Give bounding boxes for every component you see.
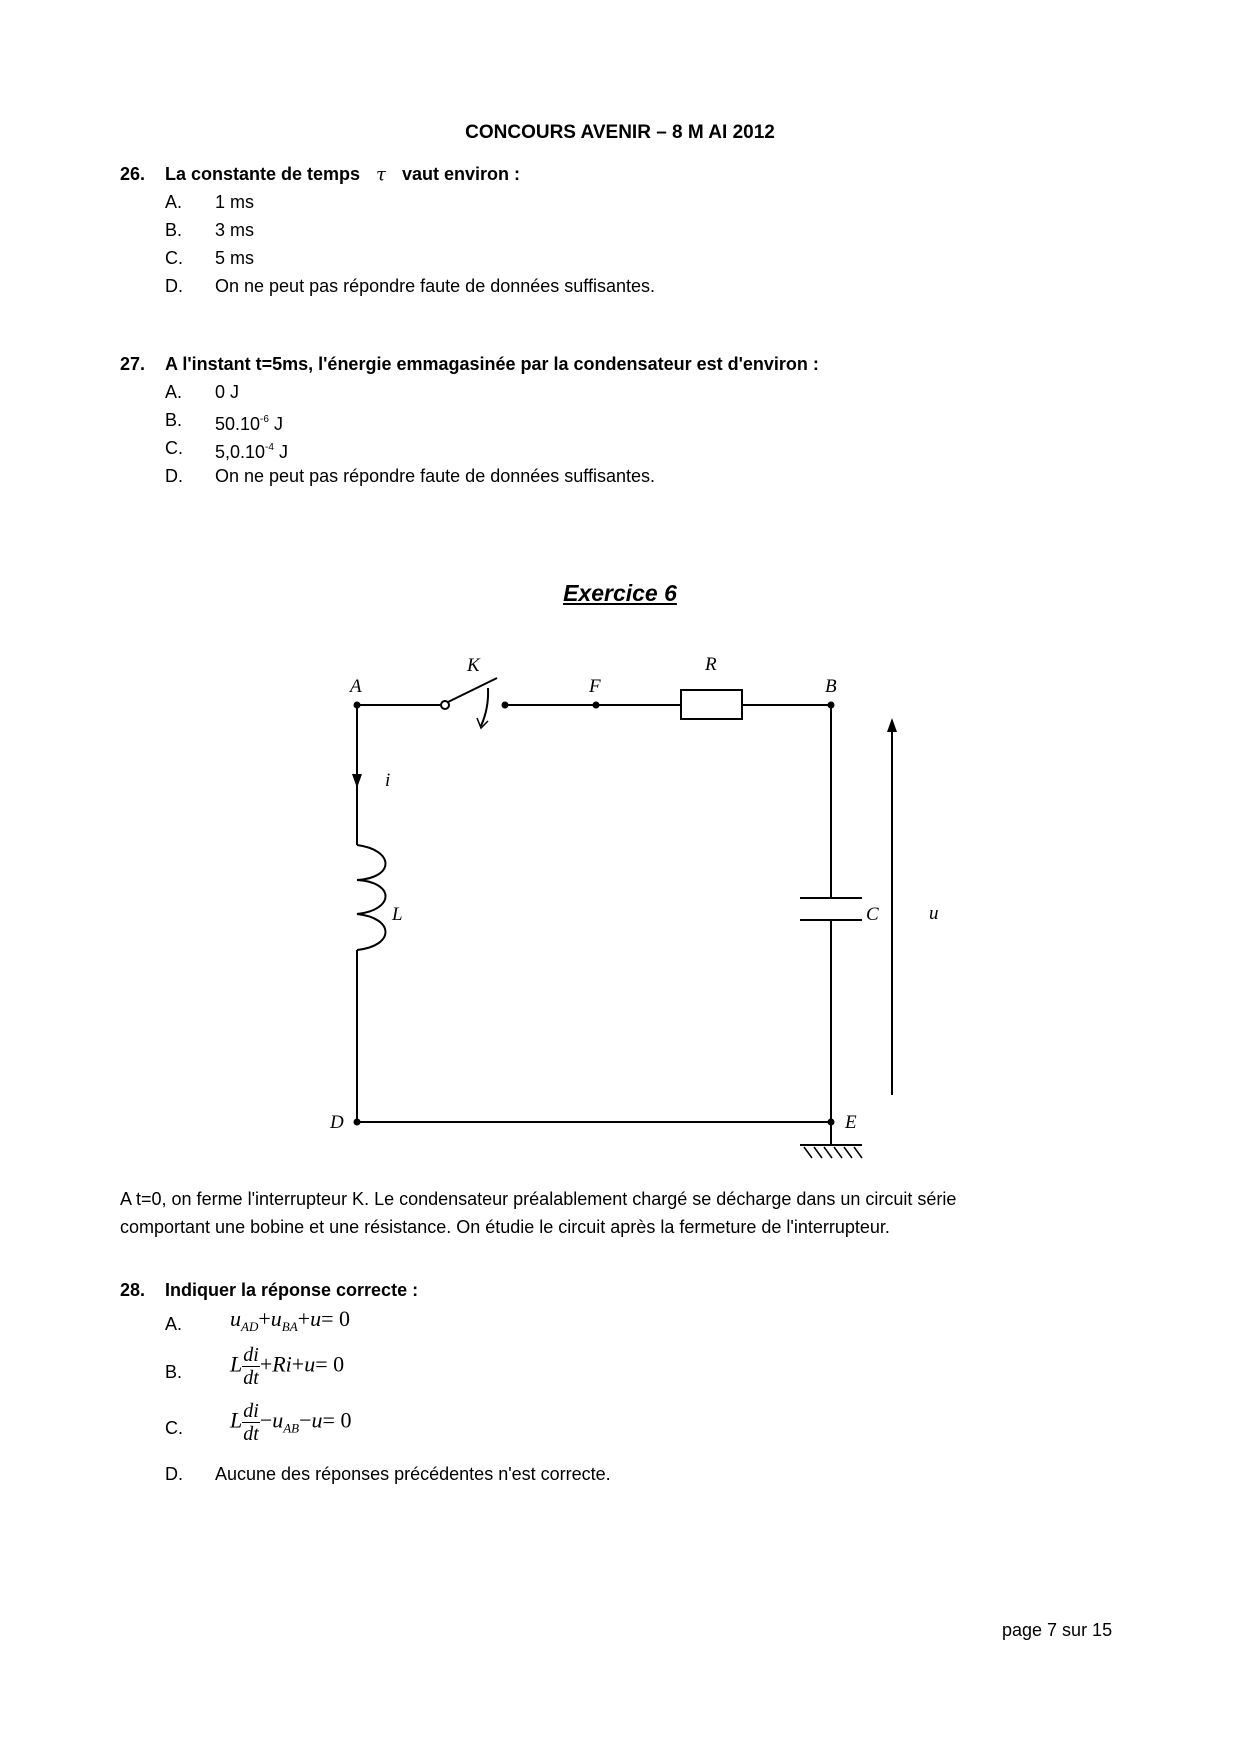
question-text: La constante de temps	[165, 164, 361, 184]
option-b: B. $50.10^{-6}$ J	[165, 410, 283, 434]
equation-b: L $\frac{di}{dt}$ +Ri+u= 0	[230, 1344, 345, 1389]
switch-pivot	[441, 701, 449, 709]
exercise-title: Exercice 6	[563, 580, 677, 606]
question-27	[120, 350, 1120, 490]
node-e	[828, 1119, 835, 1126]
question-title	[120, 160, 1120, 188]
equation-a: $u_{AD}+u_{BA}+u= 0$	[230, 1306, 350, 1334]
current-arrowhead	[352, 774, 362, 788]
option-c: C. $5,0.10^{-4}$ J	[165, 438, 288, 462]
switch-blade	[448, 678, 497, 702]
question-text: Indiquer la réponse correcte :	[165, 1280, 419, 1300]
node-b	[828, 702, 835, 709]
question-text: A l'instant t=5ms, l'énergie emmagasinée par la condensateur est d'environ :	[165, 354, 819, 374]
option-d: D. On ne peut pas répondre faute de données suffisantes.	[165, 276, 655, 296]
option-c: C. 5 ms	[165, 248, 255, 268]
question-number: 26.	[120, 164, 146, 184]
option-d: D. On ne peut pas répondre faute de données suffisantes.	[165, 466, 655, 486]
label-b: B	[825, 676, 837, 697]
tau-symbol: τ	[376, 164, 387, 185]
question-28: 28. Indiquer la réponse correcte : A. $u_{AD}+u_{BA}+u= 0$ B. L $\frac{di}{dt}$ +Ri+u= 0 C. L $\frac{di}{dt}$ $-u_{AB}-u= 0$ D. Aucune des réponses précédentes n'est correcte.	[120, 1276, 1120, 1476]
question-26	[120, 160, 1120, 300]
page-footer: page 7 sur 15	[1002, 1620, 1113, 1640]
page-header: CONCOURS AVENIR – 8 M AI 2012	[465, 122, 775, 143]
option-a: A. 0 J	[165, 382, 240, 402]
label-d: D	[330, 1112, 344, 1133]
resistor-r	[681, 690, 742, 719]
label-i: i	[385, 770, 391, 791]
circuit-diagram	[0, 640, 1240, 1180]
label-l: L	[392, 904, 403, 925]
question-number: 28.	[120, 1280, 146, 1300]
ground-hatch	[804, 1147, 862, 1158]
question-title	[120, 1276, 1120, 1304]
label-a: A	[350, 676, 362, 697]
switch-arc	[481, 688, 488, 726]
inductor-l	[357, 845, 386, 950]
question-title	[120, 350, 1120, 378]
label-c: C	[866, 904, 879, 925]
node-d	[354, 1119, 361, 1126]
label-r: R	[705, 654, 717, 675]
label-f: F	[589, 676, 601, 697]
exercise-paragraph: A t=0, on ferme l'interrupteur K. Le condensateur préalablement chargé se décharge dans un circuit série comportant une bobine et une résistance. On étudie le circuit après la fermeture de l'interrupteur.	[120, 1189, 957, 1237]
option-b: B. 3 ms	[165, 220, 255, 240]
label-k: K	[467, 655, 480, 676]
voltage-arrowhead	[887, 718, 897, 732]
question-text-end: vaut environ :	[402, 164, 521, 184]
equation-c: L $\frac{di}{dt}$ $-u_{AB}-u= 0$	[230, 1400, 352, 1445]
question-number: 27.	[120, 354, 146, 374]
node-f	[593, 702, 600, 709]
label-u: u	[929, 903, 939, 924]
option-a: A. 1 ms	[165, 192, 255, 212]
label-e: E	[845, 1112, 857, 1133]
node-a	[354, 702, 361, 709]
